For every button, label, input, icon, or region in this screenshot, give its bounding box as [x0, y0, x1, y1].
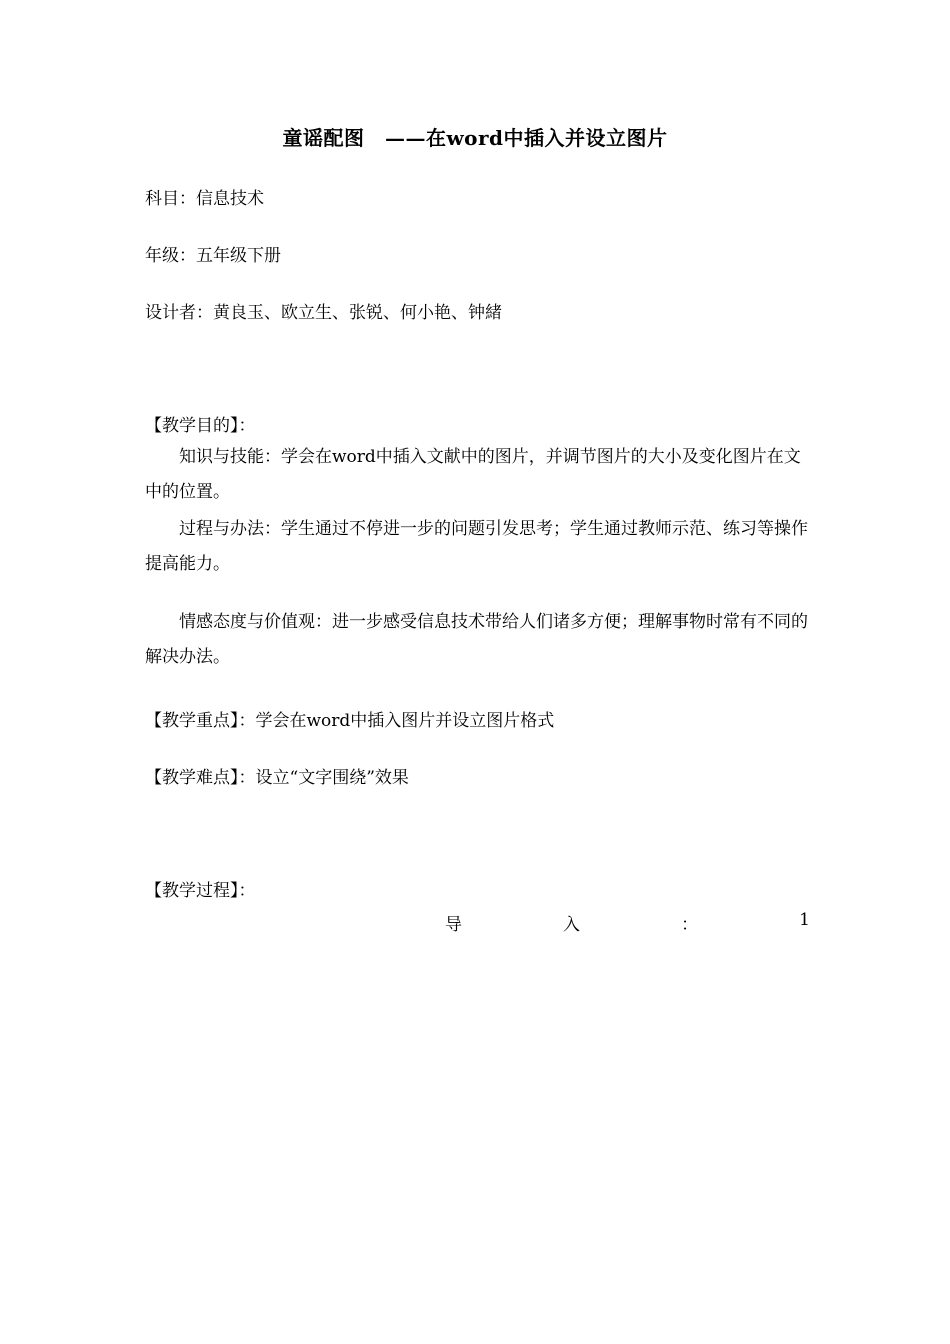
- grade-line: 年级：五年级下册: [145, 246, 281, 266]
- intro-step-line: [445, 910, 810, 935]
- difficult-point-line: 【教学难点】：设立“文字围绕”效果: [145, 768, 409, 788]
- intro-char: 导: [445, 915, 462, 935]
- intro-char: 入: [563, 915, 581, 935]
- objective-emotion-paragraph: 情感态度与价值观：进一步感受信息技术带给人们诸多方便；理解事物时常有不同的解决办法。: [145, 612, 808, 667]
- objectives-heading: 【教学目的】：: [145, 416, 256, 436]
- objective-knowledge-paragraph: 知识与技能：学会在word中插入文献中的图片，并调节图片的大小及变化图片在文中的位置。: [145, 447, 801, 502]
- intro-char: 1: [799, 910, 810, 930]
- designers-line: 设计者：黄良玉、欧立生、张锐、何小艳、钟緒: [145, 303, 502, 323]
- document-title: 童谣配图 ——在word中插入并设立图片: [282, 126, 668, 150]
- subject-line: 科目：信息技术: [145, 189, 264, 209]
- objective-process-paragraph: 过程与办法：学生通过不停进一步的问题引发思考；学生通过教师示范、练习等操作提高能力。: [145, 519, 808, 574]
- key-point-line: 【教学重点】：学会在word中插入图片并设立图片格式: [145, 711, 555, 731]
- process-heading: 【教学过程】：: [145, 881, 256, 901]
- intro-char: ：: [681, 915, 699, 935]
